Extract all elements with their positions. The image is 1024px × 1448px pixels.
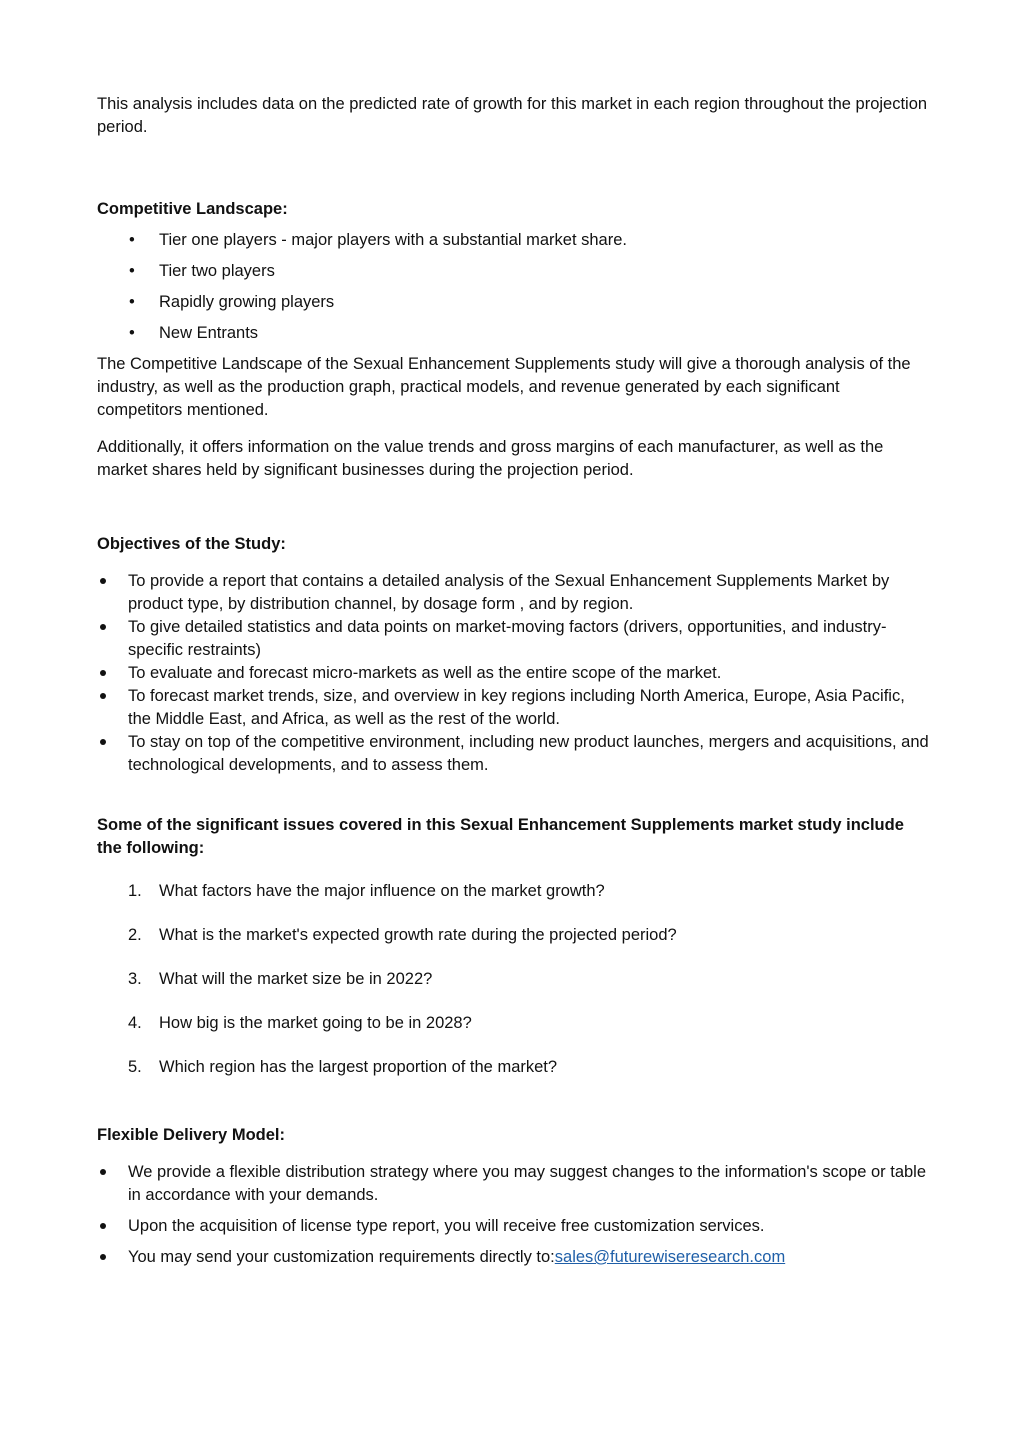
list-item [97,968,929,991]
list-item: Upon the acquisition of license type report, you will receive free customization services. [97,1215,929,1238]
list-item [97,924,929,947]
question-number: 2. [128,926,142,944]
list-item [97,880,929,903]
question-number: 1. [128,882,142,900]
issues-heading: Some of the significant issues covered in this Sexual Enhancement Supplements market study include the following: [97,816,904,857]
email-link[interactable]: sales@futurewiseresearch.com [554,1248,786,1266]
objectives-heading: Objectives of the Study: [97,535,286,553]
question-text: What will the market size be in 2022? [159,970,433,988]
list-item: • New Entrants [97,322,929,345]
question-number: 5. [128,1058,142,1076]
list-item: To give detailed statistics and data points on market-moving factors (drivers, opportunities, and industry-specific restraints) [97,616,929,662]
contact-text: You may send your customization requirements directly to: [128,1248,555,1266]
competitive-landscape-heading: Competitive Landscape: [97,200,288,218]
delivery-list [97,1161,929,1269]
list-item: To forecast market trends, size, and overview in key regions including North America, Europe, Asia Pacific, the Middle East, and Africa, as well as the rest of the world. [97,685,929,731]
question-text: What factors have the major influence on the market growth? [159,882,605,900]
intro-paragraph: This analysis includes data on the predicted rate of growth for this market in each region throughout the projection period. [97,95,928,136]
question-number: 3. [128,970,142,988]
question-number: 4. [128,1014,142,1032]
list-item [97,1012,929,1035]
list-item [97,1056,929,1079]
list-item: To provide a report that contains a detailed analysis of the Sexual Enhancement Supplements Market by product type, by distribution channel, by dosage form , and by region. [97,570,929,616]
list-item: • Tier two players [97,260,929,283]
objectives-list [97,570,929,777]
issues-question-list [97,880,929,1079]
list-item: We provide a flexible distribution strategy where you may suggest changes to the information's scope or table in accordance with your demands. [97,1161,929,1207]
list-item: • Tier one players - major players with a substantial market share. [97,229,929,252]
list-item: To evaluate and forecast micro-markets as well as the entire scope of the market. [97,662,929,685]
competitive-paragraph-2: Additionally, it offers information on the value trends and gross margins of each manufacturer, as well as the market shares held by significant businesses during the projection period. [97,438,884,479]
list-item: To stay on top of the competitive environment, including new product launches, mergers and acquisitions, and technological developments, and to assess them. [97,731,929,777]
list-item: • Rapidly growing players [97,291,929,314]
question-text: What is the market's expected growth rate during the projected period? [159,926,677,944]
question-text: How big is the market going to be in 2028? [159,1014,472,1032]
player-tier-list [97,229,929,345]
document-content [97,93,929,1277]
competitive-paragraph: The Competitive Landscape of the Sexual Enhancement Supplements study will give a thorough analysis of the industry, as well as the production graph, practical models, and revenue generated by each significant competitors mentioned. [97,355,911,419]
list-item [97,1246,929,1269]
question-text: Which region has the largest proportion of the market? [159,1058,558,1076]
delivery-heading: Flexible Delivery Model: [97,1126,285,1144]
